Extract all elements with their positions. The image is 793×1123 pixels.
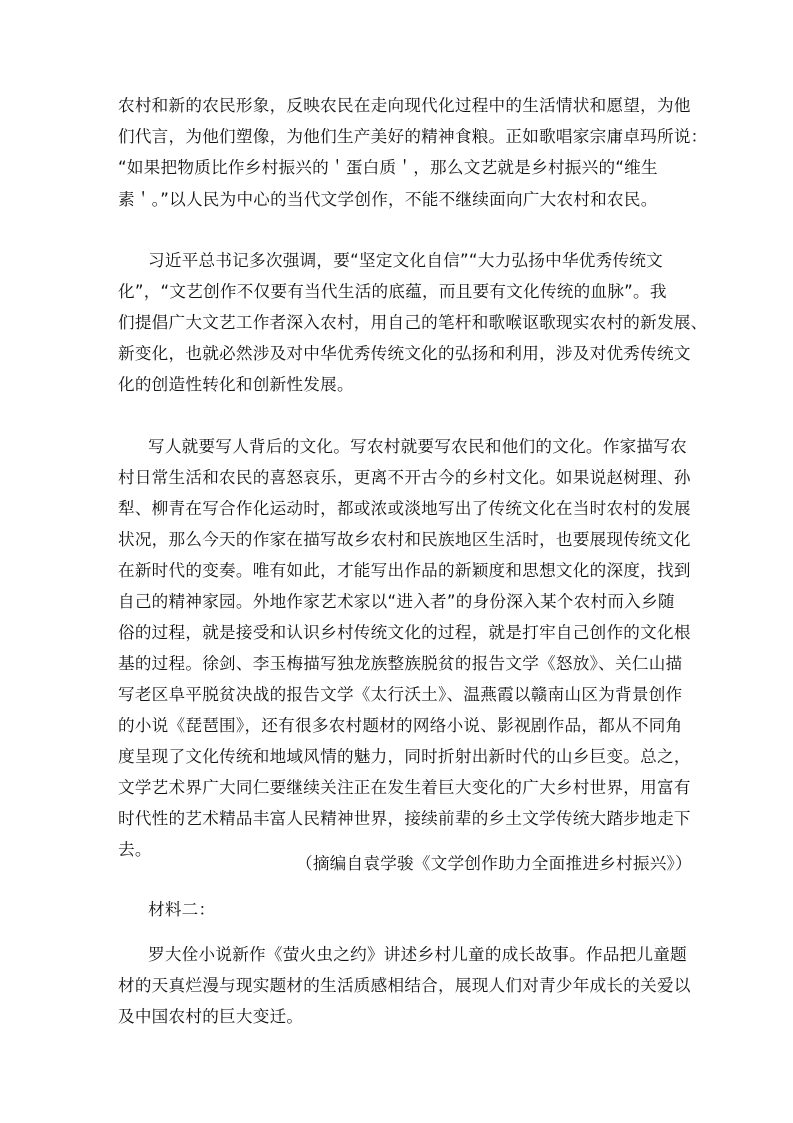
- text-line: 化的创造性转化和创新性发展。: [118, 375, 354, 394]
- text-line: 及中国农村的巨大变迁。: [118, 1007, 304, 1026]
- text-line: 材的天真烂漫与现实题材的生活质感相结合，展现人们对青少年成长的关爱以: [118, 976, 691, 995]
- text-line: 素＇。”以人民为中心的当代文学创作，不能不继续面向广大农村和农民。: [118, 190, 658, 209]
- text-line: 写老区阜平脱贫决战的报告文学《太行沃土》、温燕霞以赣南山区为背景创作: [118, 685, 683, 704]
- text-line: 自己的精神家园。外地作家艺术家以“进入者”的身份深入某个农村而入乡随: [118, 592, 675, 611]
- text-line: 状况，那么今天的作家在描写故乡农村和民族地区生活时，也要展现传统文化: [118, 530, 691, 549]
- text-line: 农村和新的农民形象，反映农民在走向现代化过程中的生活情状和愿望，为他: [118, 96, 691, 115]
- text-line: 度呈现了文化传统和地域风情的魅力，同时折射出新时代的山乡巨变。总之，: [118, 747, 691, 766]
- text-line: “如果把物质比作乡村振兴的＇蛋白质＇，那么文艺就是乡村振兴的“维生: [118, 158, 658, 177]
- text-line: 们提倡广大文艺工作者深入农村，用自己的笔杆和歌喉讴歌现实农村的新发展、: [118, 313, 708, 332]
- text-line: 基的过程。徐剑、李玉梅描写独龙族整族脱贫的报告文学《怒放》、关仁山描: [118, 654, 683, 673]
- text-line: 村日常生活和农民的喜怒哀乐，更离不开古今的乡村文化。如果说赵树理、孙: [118, 468, 691, 487]
- text-line: 在新时代的变奏。唯有如此，才能写出作品的新颖度和思想文化的深度，找到: [118, 561, 691, 580]
- text-line: 文学艺术界广大同仁要继续关注正在发生着巨大变化的广大乡村世界，用富有: [118, 778, 691, 797]
- text-line: 时代性的艺术精品丰富人民精神世界，接续前辈的乡土文学传统大踏步地走下: [118, 809, 691, 828]
- text-line: 新变化，也就必然涉及对中华优秀传统文化的弘扬和利用，涉及对优秀传统文: [118, 344, 691, 363]
- text-line: 的小说《琵琶围》，还有很多农村题材的网络小说、影视剧作品，都从不同角: [118, 716, 683, 735]
- text-line: 俗的过程，就是接受和认识乡村传统文化的过程，就是打牢自己创作的文化根: [118, 623, 691, 642]
- text-line: 写人就要写人背后的文化。写农村就要写农民和他们的文化。作家描写农: [148, 437, 687, 456]
- text-line: 去。: [118, 840, 152, 859]
- material-label: 材料二：: [148, 900, 216, 919]
- text-line: 犁、柳青在写合作化运动时，都或浓或淡地写出了传统文化在当时农村的发展: [118, 499, 691, 518]
- text-line: 化”，“文艺创作不仅要有当代生活的底蕴，而且要有文化传统的血脉”。我: [118, 282, 667, 301]
- text-line: 们代言，为他们塑像，为他们生产美好的精神食粮。正如歌唱家宗庸卓玛所说：: [118, 127, 708, 146]
- source-citation: （摘编自袁学骏《文学创作助力全面推进乡村振兴》）: [296, 854, 692, 873]
- text-line: 习近平总书记多次强调，要“坚定文化自信”“大力弘扬中华优秀传统文: [148, 251, 664, 270]
- text-line: 罗大佺小说新作《萤火虫之约》讲述乡村儿童的成长故事。作品把儿童题: [148, 945, 687, 964]
